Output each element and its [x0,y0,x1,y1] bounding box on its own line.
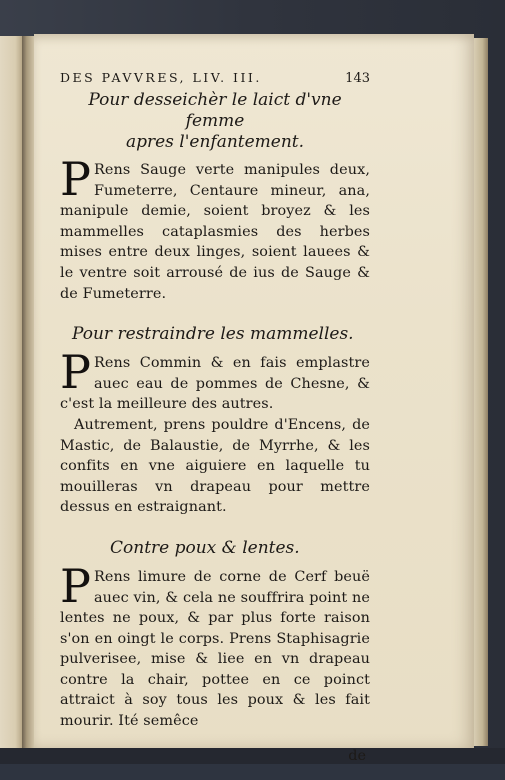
section-heading-line: Contre poux & lentes. [110,537,300,558]
paragraph-text: Rens Sauge verte manipules deux, Fumeterre, Centaure mineur, ana, manipule demie, soient broyez & les mammelles cataplasmies des herbes mises entre deux linges, soient lauees & le ventre soit arrousé de ius de Sauge & de Fumeterre. [60,162,370,302]
paragraph [60,152,370,304]
paragraph [60,415,370,518]
section-restrain-breasts [60,324,370,518]
book-gutter [22,36,34,748]
section-heading-line: apres l'enfantement. [125,132,305,152]
paragraph-text: Rens Commin & en fais emplastre auec eau de pommes de Chesne, & c'est la meilleure des autres. [60,355,370,413]
facing-page-edge [0,36,23,748]
paragraph-text: Rens limure de corne de Cerf beuë auec vin, & cela ne souffrira point ne lentes ne poux, & par plus forte raison s'on en oingt le corps. Prens Staphisagrie pulverisee, mise & liee en vn drapeau contre la chair, pottee en ce poinct attraict à soy tous les poux & les fait mourir. Ité semêce [60,568,370,730]
drop-cap: P [60,152,91,206]
drop-cap: P [60,558,91,613]
page-number: 143 [345,71,370,86]
section-heading-line: Pour desseichèr le laict d'vne femme [88,90,342,131]
section-dry-milk [60,90,370,304]
page-text-block [60,70,370,780]
paragraph-text: Autrement, prens pouldre d'Encens, de Mastic, de Balaustie, de Myrrhe, & les confits en vne aiguiere en laquelle tu mouilleras vn drapeau pour mettre dessus en estraignant. [60,416,370,516]
page-fore-edge [474,38,488,746]
drop-cap: P [60,345,91,400]
running-head [60,70,370,88]
paragraph [60,345,370,415]
section-lice [60,538,370,732]
section-heading-line: Pour restraindre les mammelles. [72,324,354,345]
paragraph [60,558,370,732]
running-head-title: DES PAVVRES, LIV. III. [60,70,262,85]
catchword: de [348,748,366,765]
